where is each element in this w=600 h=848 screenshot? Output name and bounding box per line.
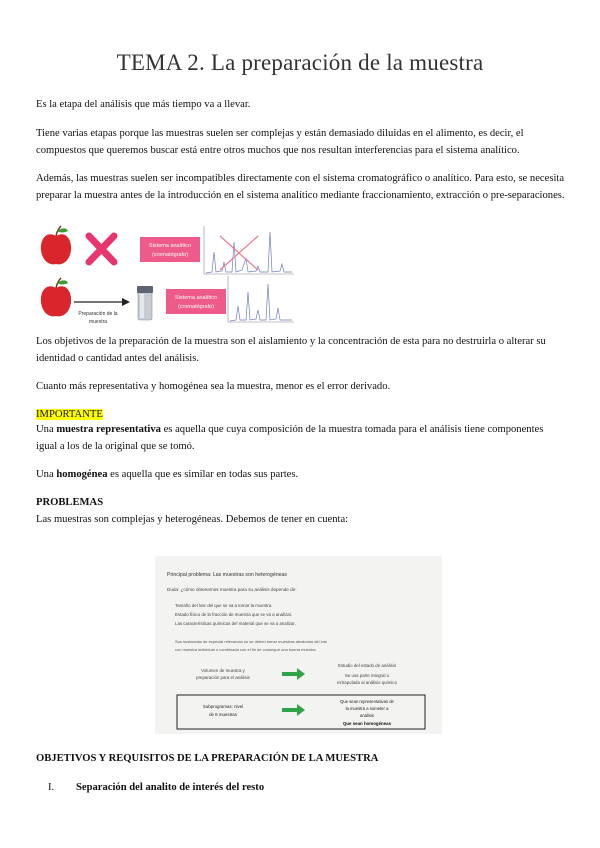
right2-line-4: Que sean homogéneas [342,721,392,726]
chromatogram-chart [228,276,294,322]
paragraph-intro: Es la etapa del análisis que más tiempo va a llevar. [36,99,251,110]
right2-line-1: Que sean representativas de [340,699,394,704]
sample-preparation-figure [36,222,296,330]
objectives-heading: OBJETIVOS Y REQUISITOS DE LA PREPARACIÓN DE LA MUESTRA [36,753,379,764]
problems-heading: PROBLEMAS [36,497,104,508]
left1-line-1: Volumen de muestra y [201,668,245,673]
paragraph-objectives: Los objetivos de la preparación de la muestra son el aislamiento y la concentración de esta para no destruirla o alterar su identidad o cantidad antes del análisis. [36,336,546,364]
text-fragment: es aquella que cuya composición de la muestra tomada para el análisis tiene componentes igual a los de la original que se tomó. [36,424,544,452]
slide-bullet-3: Las características químicas del material que se va a analizar. [175,621,296,626]
right1-line-2: Se usa parte integral o [344,673,390,678]
document-title: TEMA 2. La preparación de la muestra [116,50,484,75]
slide-note-1: Sus sustancias de especial relevancia no se deben tomar muestras aleatorias del lote [175,639,328,644]
analytic-system-box [140,237,200,262]
left1-line-2: preparación para el análisis [196,675,250,680]
slide-bullet-1: Tamaño del lote del que se va a tomar la muestra. [175,603,273,608]
bold-term: homogénea [56,469,108,480]
text-fragment: Una [36,469,57,480]
caption-line-2: muestra [88,319,108,325]
right2-line-2: la muestra a someter a [345,706,389,711]
slide-note-2: con muestra individual o combinada con el fin de conseguir una buena muestra. [175,647,317,652]
paragraph-definition-homogeneous [36,466,566,483]
list-numeral: I. [48,782,55,793]
important-highlight: IMPORTANTE [36,409,103,420]
problems-slide-figure [155,556,442,734]
vial-icon [137,286,153,320]
caption-line-1: Preparación de la [78,311,118,317]
text-fragment: Una [36,424,57,435]
analytic-system-box [166,289,226,314]
left2-line-1: Subprogramas: nivel [202,704,244,709]
paragraph-incompatible: Además, las muestras suelen ser incompatibles directamente con el sistema cromatográfico o analítico. Para esto, se necesita preparar la muestra antes de la introducción en el sistema analítico mediante fraccionamiento, extracción o pre-separaciones. [36,173,565,201]
slide-bullet-2: Estado físico de la fracción de muestra que se va a analizar. [175,612,293,617]
arrow-right-icon [74,298,130,306]
paragraph-stages: Tiene varias etapas porque las muestras suelen ser complejas y están demasiado diluidas en el alimento, es decir, el compuestos que queremos buscar está entre otros muchos que nos resultan interferencias para el sistema analítico. [36,128,524,156]
cross-icon [89,236,114,262]
slide-question: Duda: ¿cómo obtenemos muestra para su análisis depende de: [167,587,297,592]
box1-label-2: (cromatógrafo) [151,252,189,258]
box2-label-1: Sistema analítico [175,295,217,301]
bold-term: muestra representativa [56,424,161,435]
box1-label-1: Sistema analítico [149,243,191,249]
text-fragment: es aquella que es similar en todas sus partes. [107,469,299,480]
list-item-text: Separación del analito de interés del resto [76,782,265,793]
paragraph-problems: Las muestras son complejas y heterogéneas. Debemos de tener en cuenta: [36,514,349,525]
apple-icon [41,226,71,264]
slide-heading: Principal problema: Las muestras son heterogéneas [167,572,287,578]
paragraph-representative: Cuanto más representativa y homogénea sea la muestra, menor es el error derivado. [36,381,391,392]
chromatogram-chart [204,226,294,274]
paragraph-definition-representative [36,421,566,455]
right2-line-3: análisis [360,713,374,718]
right1-line-3: extrapolada al análisis químico [336,680,398,685]
box2-label-2: (cromatógrafo) [177,304,215,310]
apple-icon [41,278,71,316]
right1-line-1: Estudio del estado de análisis [337,663,397,668]
left2-line-2: de 8 muestras [209,712,237,717]
